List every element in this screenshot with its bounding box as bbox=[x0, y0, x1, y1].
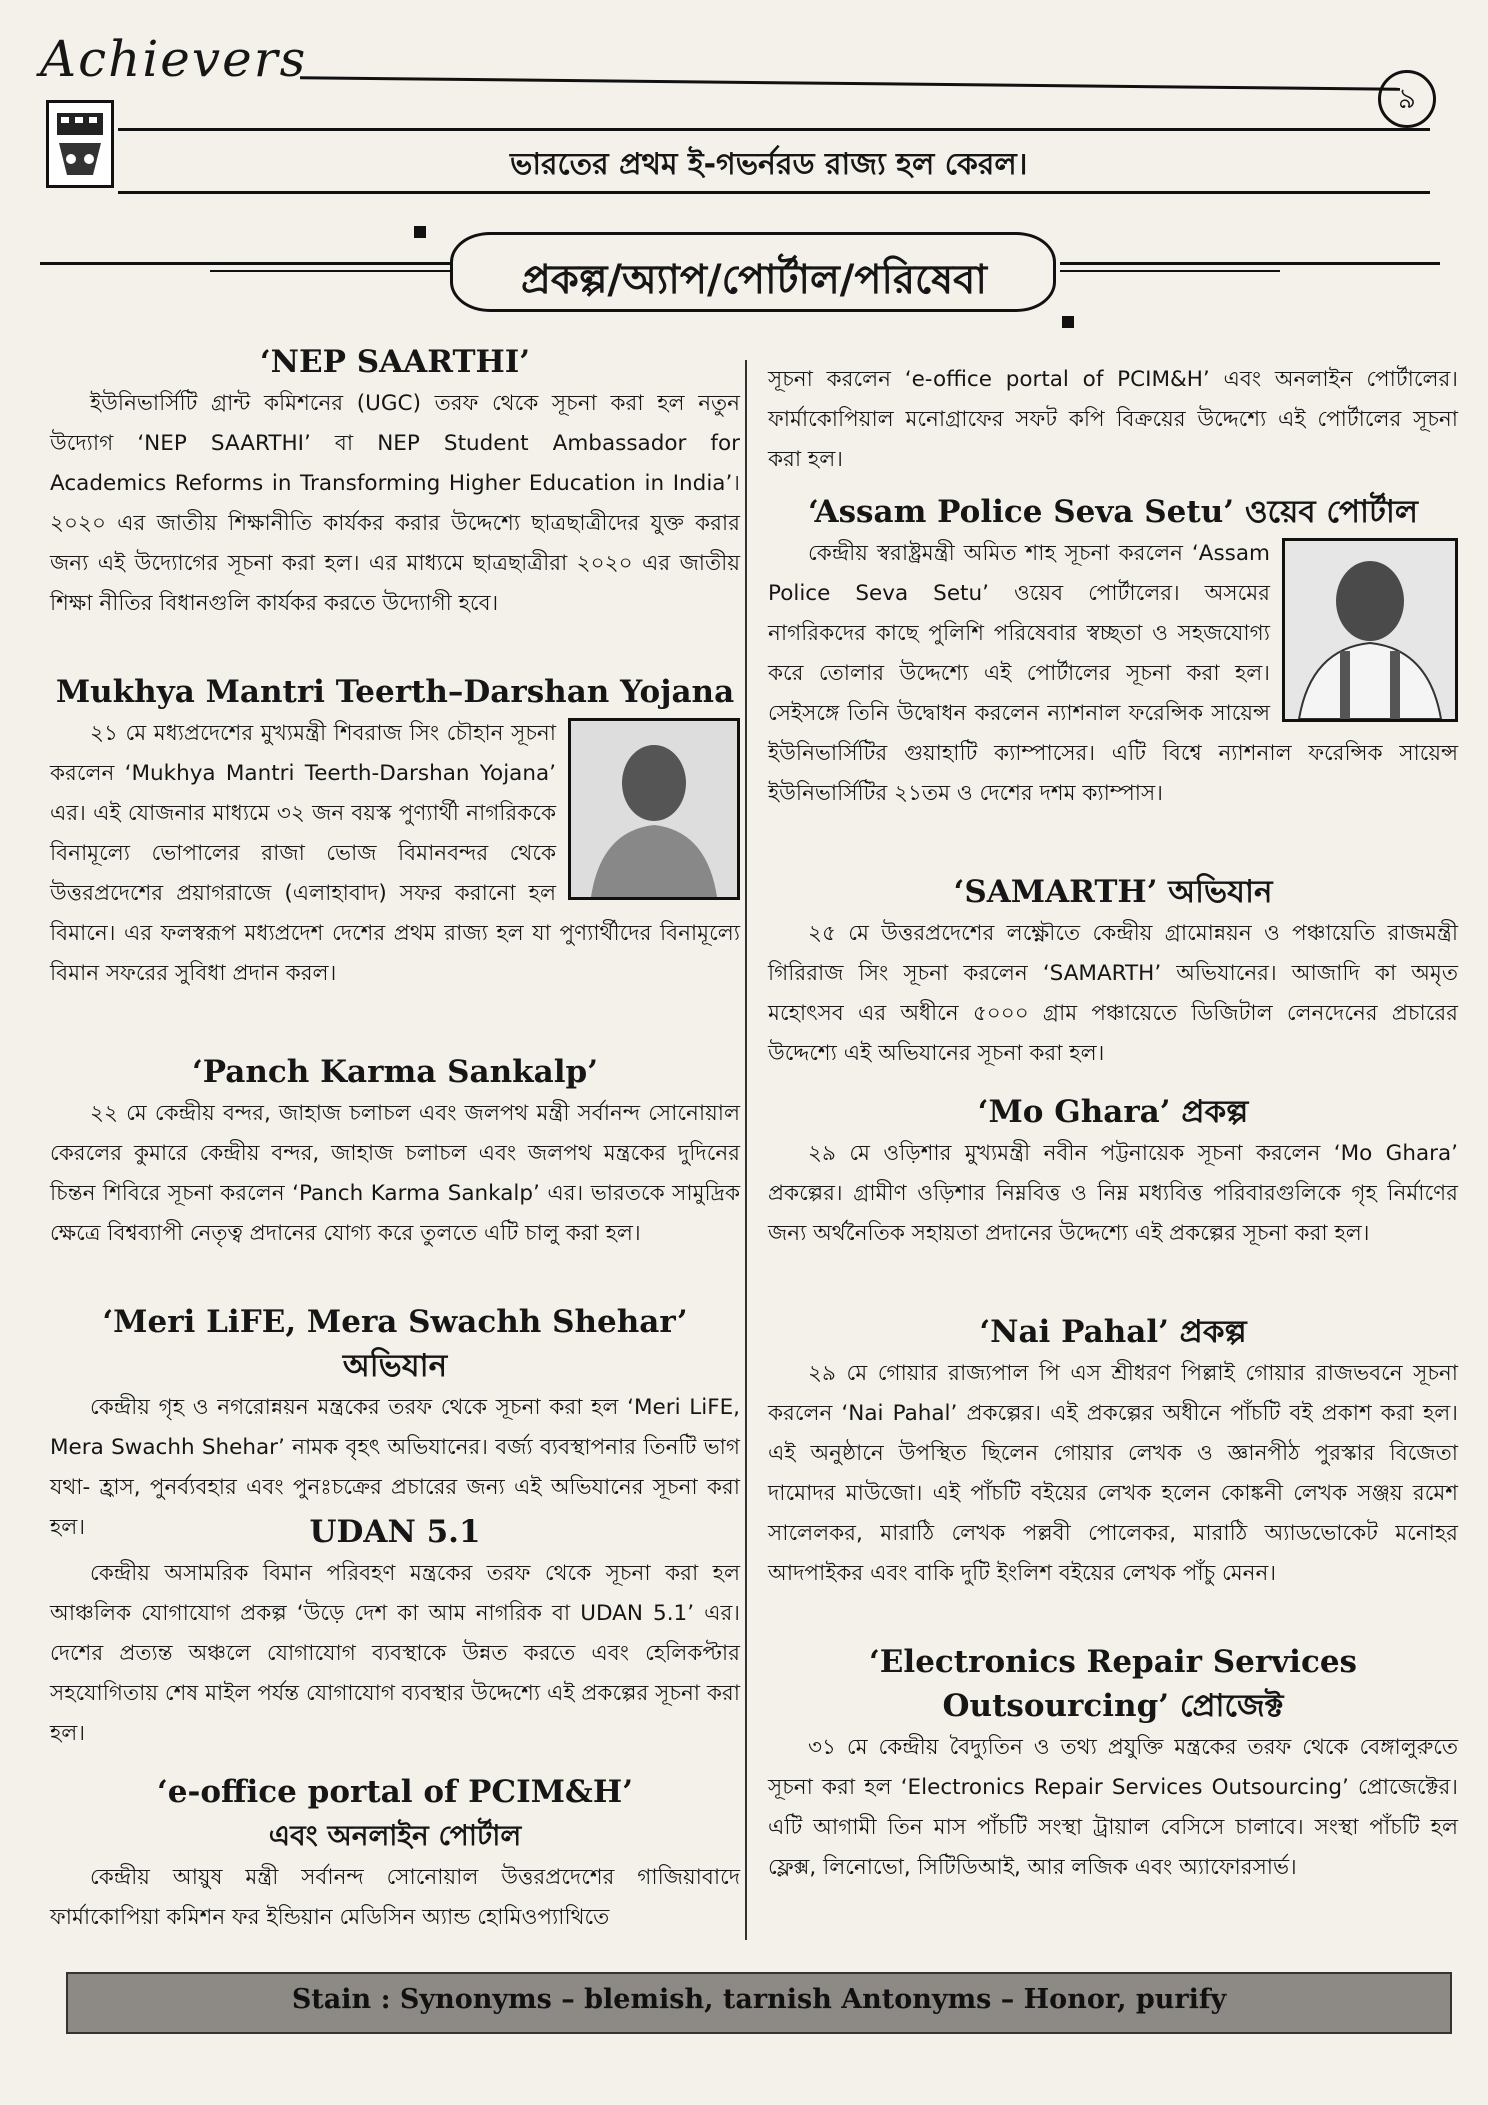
article-body: ২১ মে মধ্যপ্রদেশের মুখ্যমন্ত্রী শিবরাজ সিং চৌহান সূচনা করলেন ‘Mukhya Mantri Teerth-Darshan Yojana’ এর। এই যোজনার মাধ্যমে ৩২ জন বয়স্ক পুণ্যার্থী নাগরিককে বিনামূল্যে ভোপালের রাজা ভোজ বিমানবন্দর থেকে উত্তরপ্রদেশের প্রয়াগরাজে (এলাহাবাদ) সফর করানো হল বিমানে। এর ফলস্বরূপ মধ্যপ্রদেশ দেশের প্রথম রাজ্য হল যা পুণ্যার্থীদের বিনামূল্যে বিমান সফরের সুবিধা প্রদান করল। bbox=[50, 721, 740, 986]
footer-banner bbox=[66, 1972, 1452, 2034]
article-teerth-darshan bbox=[50, 670, 740, 994]
page-number: ৯ bbox=[1378, 70, 1436, 128]
article-title: ‘Panch Karma Sankalp’ bbox=[192, 1054, 598, 1090]
article-body: সূচনা করলেন ‘e-office portal of PCIM&H’ এবং অনলাইন পোর্টালের। ফার্মাকোপিয়াল মনোগ্রাফের সফট কপি বিক্রয়ের উদ্দেশ্যে এই পোর্টালের সূচনা করা হল। bbox=[768, 367, 1458, 472]
article-body-wrap bbox=[50, 714, 740, 994]
article-body: কেন্দ্রীয় গৃহ ও নগরোন্নয়ন মন্ত্রকের তরফ থেকে সূচনা করা হল ‘Meri LiFE, Mera Swachh Shehar’ নামক বৃহৎ অভিযানের। বর্জ্য ব্যবস্থাপনার তিনটি ভাগ যথা- হ্রাস, পুনর্ব্যবহার এবং পুনঃচক্রের প্রচারের জন্য এই অভিযানের সূচনা করা হল। bbox=[50, 1395, 740, 1540]
article-samarth bbox=[768, 870, 1458, 1074]
section-title: প্রকল্প/অ্যাপ/পোর্টাল/পরিষেবা bbox=[521, 257, 987, 303]
article-udan bbox=[50, 1510, 740, 1754]
article-body: ২৫ মে উত্তরপ্রদেশের লক্ষ্ণৌতে কেন্দ্রীয় গ্রামোন্নয়ন ও পঞ্চায়েতি রাজমন্ত্রী গিরিরাজ সিং সূচনা করলেন ‘SAMARTH’ অভিযানের। আজাদি কা অমৃত মহোৎসব এর অধীনে ৫০০০ গ্রাম পঞ্চায়েতে ডিজিটাল লেনদেনের প্রচারের উদ্দেশ্যে এই অভিযানের সূচনা করা হল। bbox=[768, 921, 1458, 1066]
article-title: ‘e-office portal of PCIM&H’ bbox=[156, 1774, 633, 1810]
article-body: ইউনিভার্সিটি গ্রান্ট কমিশনের (UGC) তরফ থেকে সূচনা করা হল নতুন উদ্যোগ ‘NEP SAARTHI’ বা NEP Student Ambassador for Academics Reforms in Transforming Higher Education in India’। ২০২০ এর জাতীয় শিক্ষানীতি কার্যকর করার উদ্দেশ্যে ছাত্রছাত্রীদের যুক্ত করার জন্য এই উদ্যোগের সূচনা করা হল। এর মাধ্যমে ছাত্রছাত্রীরা ২০২০ এর জাতীয় শিক্ষা নীতির বিধানগুলি কার্যকর করতে উদ্যোগী হবে। bbox=[50, 391, 740, 616]
article-title: UDAN 5.1 bbox=[309, 1514, 481, 1550]
portrait-icon bbox=[571, 721, 737, 897]
article-body: কেন্দ্রীয় অসামরিক বিমান পরিবহণ মন্ত্রকের তরফ থেকে সূচনা করা হল আঞ্চলিক যোগাযোগ প্রকল্প ‘উড়ে দেশ কা আম নাগরিক বা UDAN 5.1’ এর। দেশের প্রত্যন্ত অঞ্চলে যোগাযোগ ব্যবস্থাকে উন্নত করতে এবং হেলিকপ্টার সহযোগিতায় শেষ মাইল পর্যন্ত যোগাযোগ ব্যবস্থার উদ্দেশ্যে এই প্রকল্পের সূচনা করা হল। bbox=[50, 1561, 740, 1746]
article-title-line2: Outsourcing’ প্রোজেক্ট bbox=[942, 1688, 1284, 1724]
article-title: ‘Electronics Repair Services bbox=[869, 1644, 1357, 1680]
logo-icon bbox=[49, 103, 111, 185]
article-title: ‘Mo Ghara’ প্রকল্প bbox=[977, 1094, 1249, 1130]
portrait-icon bbox=[1285, 541, 1455, 719]
article-title: ‘Nai Pahal’ প্রকল্প bbox=[979, 1314, 1247, 1350]
article-title: ‘Assam Police Seva Setu’ ওয়েব পোর্টাল bbox=[808, 494, 1418, 530]
article-panch-karma bbox=[50, 1050, 740, 1254]
article-body: কেন্দ্রীয় স্বরাষ্ট্রমন্ত্রী অমিত শাহ সূচনা করলেন ‘Assam Police Seva Setu’ ওয়েব পোর্টালের। অসমের নাগরিকদের কাছে পুলিশি পরিষেবার স্বচ্ছতা ও সহজযোগ্য করে তোলার উদ্দেশ্যে এই পোর্টালের সূচনা করা হল। সেইসঙ্গে তিনি উদ্বোধন করলেন ন্যাশনাল ফরেন্সিক সায়েন্স ইউনিভার্সিটির গুয়াহাটি ক্যাম্পাসের। এটি বিশ্বে ন্যাশনাল ফরেন্সিক সায়েন্স ইউনিভার্সিটির ২১তম ও দেশের দশম ক্যাম্পাস। bbox=[768, 541, 1458, 806]
article-electronics-repair bbox=[768, 1640, 1458, 1888]
banner-ornament bbox=[1062, 316, 1074, 328]
article-body: ২৯ মে ওড়িশার মুখ্যমন্ত্রী নবীন পট্টনায়েক সূচনা করলেন ‘Mo Ghara’ প্রকল্পের। গ্রামীণ ওড়িশার নিম্নবিত্ত ও নিম্ন মধ্যবিত্ত পরিবারগুলিকে গৃহ নির্মাণের জন্য অর্থনৈতিক সহায়তা প্রদানের উদ্দেশ্যে এই প্রকল্পের সূচনা করা হল। bbox=[768, 1141, 1458, 1246]
brand-title: Achievers bbox=[40, 30, 308, 88]
banner-rule-right-inner bbox=[1060, 270, 1280, 272]
article-eoffice bbox=[50, 1770, 740, 1938]
banner-ornament bbox=[414, 226, 426, 238]
photo-amit-shah bbox=[1282, 538, 1458, 722]
article-title: Mukhya Mantri Teerth–Darshan Yojana bbox=[55, 674, 735, 710]
header-rule bbox=[300, 76, 1400, 91]
column-divider bbox=[745, 360, 747, 1940]
article-nai-pahal bbox=[768, 1310, 1458, 1594]
article-nep-saarthi bbox=[50, 340, 740, 624]
article-assam-police bbox=[768, 490, 1458, 814]
article-body: ৩১ মে কেন্দ্রীয় বৈদ্যুতিন ও তথ্য প্রযুক্তি মন্ত্রকের তরফ থেকে বেঙ্গালুরুতে সূচনা করা হল ‘Electronics Repair Services Outsourcing’ প্রোজেক্টের। এটি আগামী তিন মাস পাঁচটি সংস্থা ট্রায়াল বেসিসে চালাবে। সংস্থা পাঁচটি হল ফ্লেক্স, লিনোভো, সিটিডিআই, আর লজিক এবং অ্যাফোরসার্ভ। bbox=[768, 1735, 1458, 1880]
article-eoffice-continued bbox=[768, 360, 1458, 480]
article-body-wrap bbox=[768, 534, 1458, 814]
article-title: ‘Meri LiFE, Mera Swachh Shehar’ অভিযান bbox=[102, 1304, 688, 1384]
article-body: ২৯ মে গোয়ার রাজ্যপাল পি এস শ্রীধরণ পিল্লাই গোয়ার রাজভবনে সূচনা করলেন ‘Nai Pahal’ প্রকল্পের। এই প্রকল্পের অধীনে পাঁচটি বই প্রকাশ করা হল। এই অনুষ্ঠানে উপস্থিত ছিলেন গোয়ার লেখক ও জ্ঞানপীঠ পুরস্কার বিজেতা দামোদর মাউজো। এই পাঁচটি বইয়ের লেখক হলেন কোঙ্কনী লেখক সঞ্জয় রমেশ সালেলকর, মারাঠি লেখক পল্লবী পোলেকর, মারাঠি অ্যাডভোকেট মনোহর আদপাইকর এবং বাকি দুটি ইংলিশ বইয়ের লেখক পাঁচু মেনন। bbox=[768, 1361, 1458, 1586]
article-body: ২২ মে কেন্দ্রীয় বন্দর, জাহাজ চলাচল এবং জলপথ মন্ত্রী সর্বানন্দ সোনোয়াল কেরলের কুমারে কেন্দ্রীয় বন্দর, জাহাজ চলাচল এবং জলপথ মন্ত্রকের দুদিনের চিন্তন শিবিরে সূচনা করলেন ‘Panch Karma Sankalp’ এর। ভারতকে সামুদ্রিক ক্ষেত্রে বিশ্বব্যাপী নেতৃত্ব প্রদানের যোগ্য করে তুলতে এটি চালু করা হল। bbox=[50, 1101, 740, 1246]
article-title: ‘NEP SAARTHI’ bbox=[259, 344, 531, 380]
footer-text: Stain : Synonyms – blemish, tarnish Antonyms – Honor, purify bbox=[291, 1984, 1227, 2015]
article-body: কেন্দ্রীয় আয়ুষ মন্ত্রী সর্বানন্দ সোনোয়াল উত্তরপ্রদেশের গাজিয়াবাদে ফার্মাকোপিয়া কমিশন ফর ইন্ডিয়ান মেডিসিন অ্যান্ড হোমিওপ্যাথিতে bbox=[50, 1865, 740, 1930]
banner-rule-left bbox=[40, 262, 450, 265]
article-mo-ghara bbox=[768, 1090, 1458, 1254]
banner-rule-left-inner bbox=[210, 270, 450, 272]
article-subtitle: এবং অনলাইন পোর্টাল bbox=[268, 1819, 522, 1852]
brand-logo bbox=[46, 100, 114, 188]
photo-shivraj-singh-chouhan bbox=[568, 718, 740, 900]
article-title: ‘SAMARTH’ অভিযান bbox=[953, 874, 1273, 910]
banner-rule-right bbox=[1060, 262, 1440, 265]
tagline: ভারতের প্রথম ই-গভর্নরড রাজ্য হল কেরল। bbox=[510, 147, 1028, 182]
